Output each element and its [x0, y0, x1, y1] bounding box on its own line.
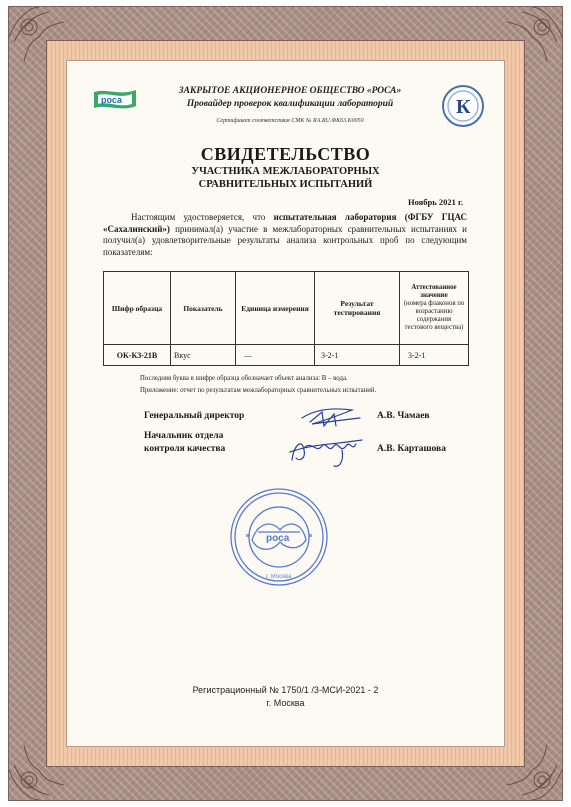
note-appendix: Приложение: отчет по результатам межлабораторных сравнительных испытаний.: [140, 387, 377, 394]
svg-text:роса: роса: [101, 95, 122, 105]
signatory-name-director: А.В. Чамаев: [377, 411, 430, 421]
handwritten-signature: [282, 400, 372, 470]
organization-subtitle: Провайдер проверок квалификации лабораторий: [186, 99, 394, 109]
corner-ornament: [4, 2, 74, 72]
corner-ornament: [497, 2, 567, 72]
signatory-role-qc-line2: контроля качества: [144, 444, 226, 454]
corner-ornament: [4, 735, 74, 805]
header-indicator: Показатель: [171, 272, 236, 345]
signatory-role-qc-line1: Начальник отдела: [144, 431, 224, 441]
svg-text:роса: роса: [266, 533, 290, 544]
certificate-body: [103, 212, 467, 258]
cell-code: ОК-К3-21В: [104, 345, 171, 366]
official-stamp: [228, 486, 330, 588]
cell-result: 3-2-1: [315, 345, 400, 366]
cell-unit: —: [236, 345, 315, 366]
registration-number: Регистрационный № 1750/1 /3-МСИ-2021 - 2: [192, 685, 379, 695]
signatory-name-qc: А.В. Карташова: [377, 444, 446, 454]
issue-city: г. Москва: [266, 698, 305, 708]
header-certified-label: Аттестованное значение: [411, 284, 457, 299]
results-table: [103, 271, 469, 366]
note-sample-code: Последняя буква в шифре образца обозначает объект анализа: В – вода.: [140, 375, 348, 382]
header-certified-note: (номера флаконов по возрастанию содержания тестового вещества): [403, 300, 465, 331]
lab-label: испытательная лаборатория: [273, 212, 397, 222]
signatory-role-director: Генеральный директор: [144, 411, 245, 421]
table-row: [104, 345, 469, 366]
lab-name: (ФГБУ ГЦАС «Сахалинский»): [103, 212, 468, 234]
organization-name: ЗАКРЫТОЕ АКЦИОНЕРНОЕ ОБЩЕСТВО «РОСА»: [178, 86, 402, 96]
header-unit: Единица измерения: [236, 272, 315, 345]
body-text-part1: Настоящим удостоверяется, что: [131, 212, 274, 222]
document-subtitle-line1: УЧАСТНИКА МЕЖЛАБОРАТОРНЫХ: [191, 166, 380, 177]
document-subtitle-line2: СРАВНИТЕЛЬНЫХ ИСПЫТАНИЙ: [198, 179, 373, 190]
issue-date: Ноябрь 2021 г.: [407, 197, 463, 207]
body-text-part2: принимал(а) участие в межлабораторных сравнительных испытаниях и получил(а) удовлетворительные результаты анализа контрольных проб по следующим показателям:: [103, 223, 467, 257]
header-certified: [400, 272, 469, 345]
header-result: Результат тестирования: [315, 272, 400, 345]
corner-ornament: [497, 735, 567, 805]
document-title: СВИДЕТЕЛЬСТВО: [200, 144, 371, 164]
certificate-number: Сертификат соответствия СМК № RA.RU.ФК63.K0050: [216, 118, 364, 124]
accreditation-logo-icon: [441, 84, 485, 128]
cell-indicator: Вкус: [171, 345, 236, 366]
cell-certified: 3-2-1: [400, 345, 469, 366]
svg-text:К: К: [456, 96, 471, 118]
table-header-row: [104, 272, 469, 345]
svg-text:г. Москва: г. Москва: [266, 574, 292, 580]
header-code: Шифр образца: [104, 272, 171, 345]
